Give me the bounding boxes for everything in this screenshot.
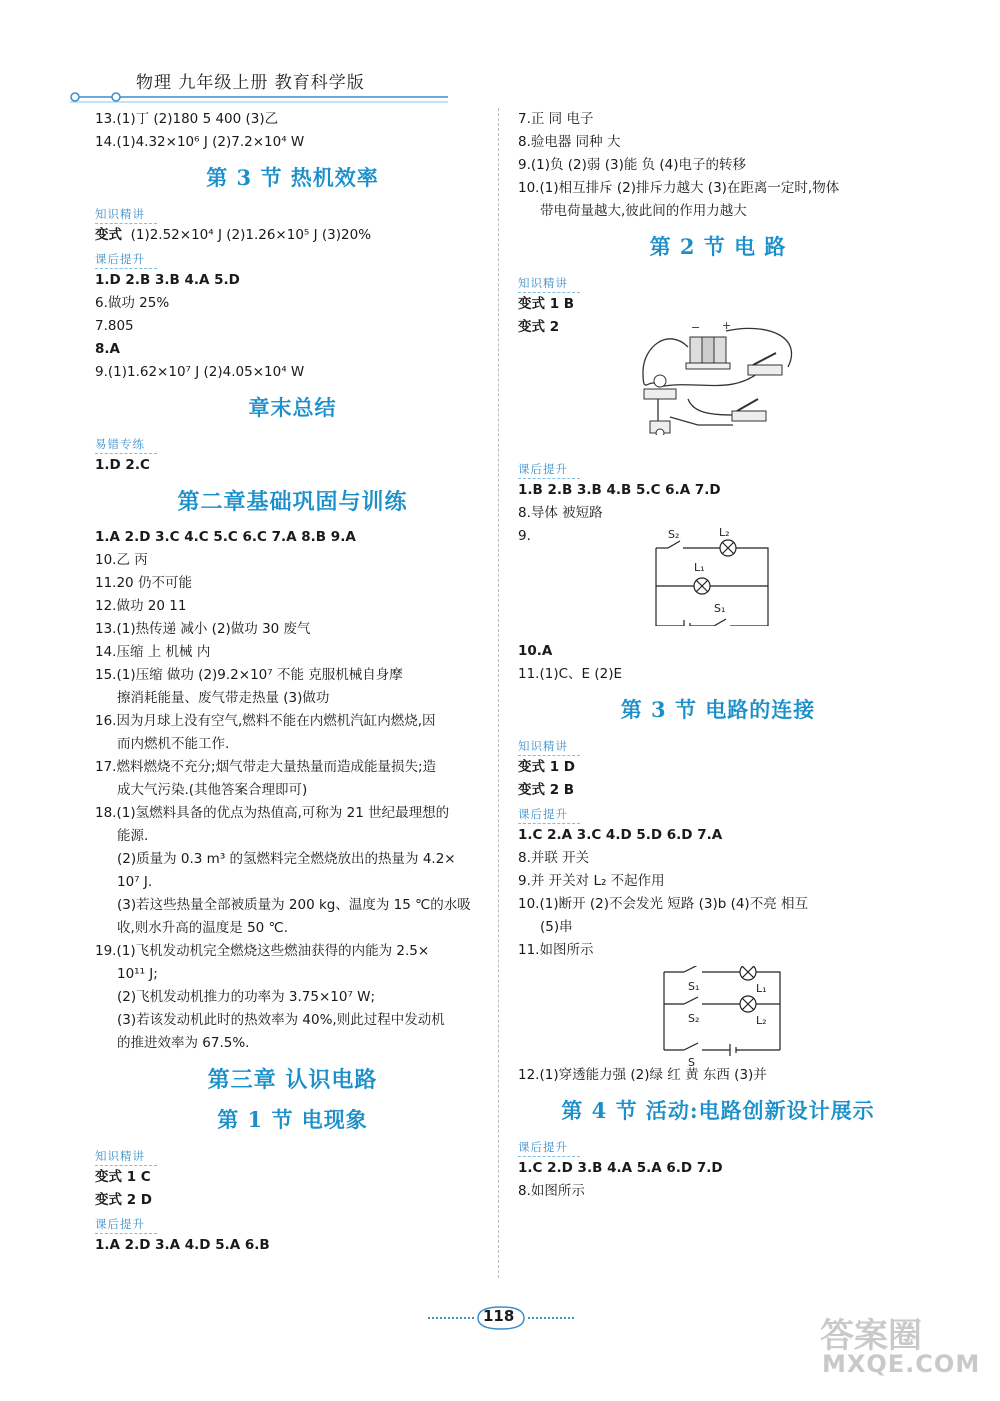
physical-circuit-drawing [518, 317, 918, 435]
section-title: 第 3 节 热机效率 [206, 165, 379, 190]
svg-text:L₂: L₂ [756, 1014, 767, 1027]
answer-line: 14.压缩 上 机械 内 [95, 644, 211, 660]
running-header [70, 66, 450, 106]
answer-line: 8.导体 被短路 [518, 505, 603, 521]
answer-line: 1.C 2.A 3.C 4.D 5.D 6.D 7.A [518, 827, 723, 843]
answer-line: 能源. [117, 828, 149, 844]
tag-label: 知识精讲 [518, 736, 574, 756]
answer-line: 13.(1)热传递 减小 (2)做功 30 废气 [95, 621, 311, 637]
answer-line: 收,则水升高的温度是 50 ℃. [117, 920, 289, 936]
switch-icon [732, 399, 766, 421]
svg-text:L₁: L₁ [756, 982, 767, 995]
answer-line: 9.并 开关对 L₂ 不起作用 [518, 873, 665, 889]
answer-line: 的推进效率为 67.5%. [117, 1035, 250, 1051]
circuit-diagram [518, 966, 918, 1066]
answer-line: 10¹¹ J; [117, 966, 158, 982]
answer-line: 8.并联 开关 [518, 850, 590, 866]
answer-line: 9.(1)负 (2)弱 (3)能 负 (4)电子的转移 [518, 157, 747, 173]
section-title: 章末总结 [248, 395, 337, 420]
circuit-diagram-q9 [518, 526, 918, 640]
answer-line: 13.(1)丁 (2)180 5 400 (3)乙 [95, 111, 279, 127]
answer-line: 16.因为月球上没有空气,燃料不能在内燃机汽缸内燃烧,因 [95, 713, 436, 729]
watermark-logo: 答案圈 [820, 1316, 922, 1356]
section-title: 第 1 节 电现象 [217, 1107, 368, 1132]
right-column [518, 108, 918, 1203]
answer-line: 变式 1 D [518, 759, 575, 775]
section-title: 第 2 节 电 路 [649, 234, 787, 259]
answer-line: 17.燃料燃烧不充分;烟气带走大量热量而造成能量损失;造 [95, 759, 437, 775]
answer-line: 带电荷量越大,彼此间的作用力越大 [540, 203, 747, 219]
answer-line: 12.做功 20 11 [95, 598, 187, 614]
answer-line: 10.A [518, 643, 553, 659]
page-number [428, 1303, 574, 1333]
answer-line: 而内燃机不能工作. [117, 736, 230, 752]
answer-line: 7.805 [95, 318, 134, 334]
answer-line: 1.C 2.D 3.B 4.A 5.A 6.D 7.D [518, 1160, 723, 1176]
answer-line: 8.A [95, 341, 120, 357]
answer-line: 擦消耗能量、废气带走热量 (3)做功 [117, 690, 330, 706]
svg-text:S: S [688, 1056, 695, 1066]
tag-label: 课后提升 [518, 1137, 574, 1157]
answer-line: 14.(1)4.32×10⁶ J (2)7.2×10⁴ W [95, 134, 305, 150]
answer-line: 10⁷ J. [117, 874, 153, 890]
variant-label: 变式 [95, 227, 122, 243]
tag-label: 课后提升 [518, 804, 574, 824]
svg-text:S₁: S₁ [688, 980, 700, 993]
answer-line: (2)飞机发动机推力的功率为 3.75×10⁷ W; [117, 989, 376, 1005]
svg-text:S₂: S₂ [668, 528, 680, 541]
chapter-title: 第三章 认识电路 [207, 1067, 378, 1093]
switch-icon [748, 353, 782, 375]
tag-label: 知识精讲 [95, 204, 151, 224]
svg-text:−: − [691, 321, 701, 334]
answer-line: 15.(1)压缩 做功 (2)9.2×10⁷ 不能 克服机械自身摩 [95, 667, 403, 683]
answer-line [95, 224, 490, 247]
answer-line: 成大气污染.(其他答案合理即可) [117, 782, 308, 798]
header-title: 物理 九年级上册 教育科学版 [136, 73, 365, 93]
answer-line: 19.(1)飞机发动机完全燃烧这些燃油获得的内能为 2.5× [95, 943, 430, 959]
answer-line: 10.(1)断开 (2)不会发光 短路 (3)b (4)不亮 相互 [518, 896, 808, 912]
tag-label: 知识精讲 [95, 1146, 151, 1166]
motor-icon [650, 421, 670, 435]
answer-line: 变式 2 D [95, 1192, 152, 1208]
answer-line: 8.验电器 同种 大 [518, 134, 621, 150]
column-divider [498, 108, 499, 1278]
answer-line: 1.A 2.D 3.C 4.C 5.C 6.C 7.A 8.B 9.A [95, 529, 356, 545]
svg-text:+: + [722, 319, 732, 332]
section-title: 第二章基础巩固与训练 [177, 489, 408, 515]
svg-text:L₂: L₂ [719, 526, 730, 539]
circuit-diagram-q11 [518, 962, 918, 1064]
answer-line: (5)串 [540, 919, 573, 935]
variant-answer: (1)2.52×10⁴ J (2)1.26×10⁵ J (3)20% [130, 227, 372, 243]
answer-line: 18.(1)氢燃料具备的优点为热值高,可称为 21 世纪最理想的 [95, 805, 450, 821]
page-number-text: 118 [483, 1307, 515, 1325]
tag-label: 课后提升 [95, 1214, 151, 1234]
answer-line: 变式 2 [518, 319, 560, 335]
answer-line: 变式 1 C [95, 1169, 151, 1185]
tag-label: 知识精讲 [518, 273, 574, 293]
header-rule [70, 92, 450, 106]
watermark-url: MXQE.COM [822, 1350, 981, 1378]
answer-line: 7.正 同 电子 [518, 111, 594, 127]
svg-text:S₂: S₂ [688, 1012, 700, 1025]
answer-line: 11.20 仍不可能 [95, 575, 192, 591]
section-title: 第 4 节 活动:电路创新设计展示 [561, 1098, 875, 1123]
answer-line: 11.(1)C、E (2)E [518, 666, 622, 682]
answer-line: 12.(1)穿透能力强 (2)绿 红 黄 东西 (3)并 [518, 1067, 767, 1083]
tag-label: 课后提升 [95, 249, 151, 269]
answer-line: (3)若该发动机此时的热效率为 40%,则此过程中发动机 [117, 1012, 445, 1028]
battery-icon [686, 337, 730, 369]
answer-line: (3)若这些热量全部被质量为 200 kg、温度为 15 ℃的水吸 [117, 897, 471, 913]
answer-line: 1.A 2.D 3.A 4.D 5.A 6.B [95, 1237, 270, 1253]
answer-line: 1.D 2.C [95, 457, 150, 473]
answer-line: 变式 1 B [518, 296, 575, 312]
answer-line: 6.做功 25% [95, 295, 170, 311]
answer-line: 10.(1)相互排斥 (2)排斥力越大 (3)在距离一定时,物体 [518, 180, 840, 196]
answer-line: 1.B 2.B 3.B 4.B 5.C 6.A 7.D [518, 482, 721, 498]
circuit-diagram [518, 526, 918, 626]
section-title: 第 3 节 电路的连接 [620, 697, 816, 722]
answer-line: 1.D 2.B 3.B 4.A 5.D [95, 272, 240, 288]
left-column [95, 108, 490, 1257]
svg-text:S₁: S₁ [714, 602, 726, 615]
tag-label: 易错专练 [95, 434, 151, 454]
answer-line: 变式 2 B [518, 782, 575, 798]
svg-text:L₁: L₁ [694, 561, 705, 574]
answer-line: 10.乙 丙 [95, 552, 148, 568]
answer-line: 9. [518, 528, 531, 544]
answer-line: 8.如图所示 [518, 1183, 585, 1199]
bulb-icon [644, 375, 676, 399]
answer-line: 9.(1)1.62×10⁷ J (2)4.05×10⁴ W [95, 364, 305, 380]
tag-label: 课后提升 [518, 459, 574, 479]
answer-line: (2)质量为 0.3 m³ 的氢燃料完全燃烧放出的热量为 4.2× [117, 851, 456, 867]
answer-line: 11.如图所示 [518, 942, 594, 958]
